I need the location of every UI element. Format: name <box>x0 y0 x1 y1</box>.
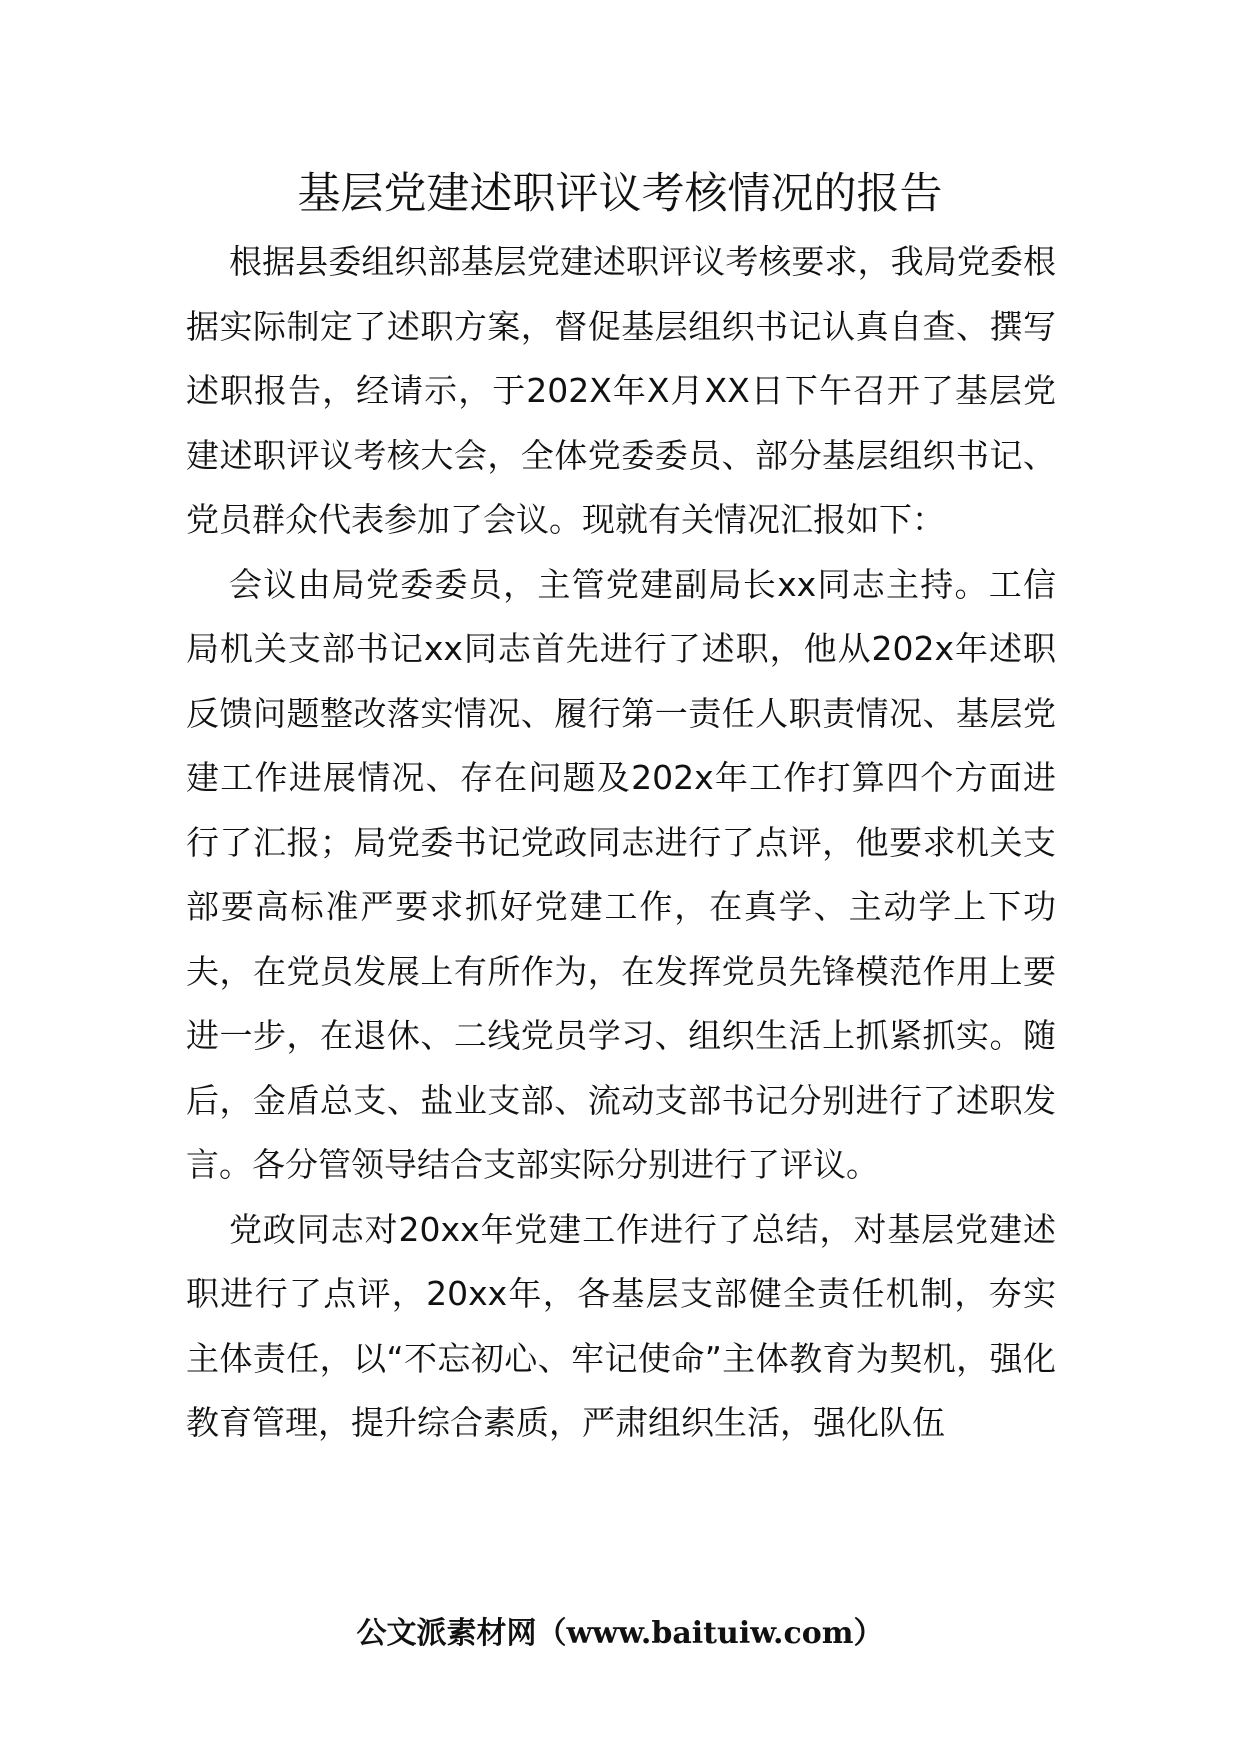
document-body <box>186 230 1056 1456</box>
paragraph-intro: 根据县委组织部基层党建述职评议考核要求，我局党委根据实际制定了述职方案，督促基层组织书记认真自查、撰写述职报告，经请示，于202X年X月XX日下午召开了基层党建述职评议考核大会，全体党委委员、部分基层组织书记、党员群众代表参加了会议。现就有关情况汇报如下： <box>186 242 1056 539</box>
footer-watermark-text: 公文派素材网（www.baituiw.com） <box>356 1616 884 1651</box>
paragraph-summary: 党政同志对20xx年党建工作进行了总结，对基层党建述职进行了点评，20xx年，各基层支部健全责任机制，夯实主体责任，以“不忘初心、牢记使命”主体教育为契机，强化教育管理，提升综合素质，严肃组织生活，强化队伍 <box>186 1209 1056 1442</box>
paragraph-meeting: 会议由局党委委员，主管党建副局长xx同志主持。工信局机关支部书记xx同志首先进行了述职，他从202x年述职反馈问题整改落实情况、履行第一责任人职责情况、基层党建工作进展情况、存在问题及202x年工作打算四个方面进行了汇报；局党委书记党政同志进行了点评，他要求机关支部要高标准严要求抓好党建工作，在真学、主动学上下功夫，在党员发展上有所作为，在发挥党员先锋模范作用上要进一步，在退休、二线党员学习、组织生活上抓紧抓实。随后，金盾总支、盐业支部、流动支部书记分别进行了述职发言。各分管领导结合支部实际分别进行了评议。 <box>186 564 1056 1184</box>
document-title: 基层党建述职评议考核情况的报告 <box>297 169 943 219</box>
